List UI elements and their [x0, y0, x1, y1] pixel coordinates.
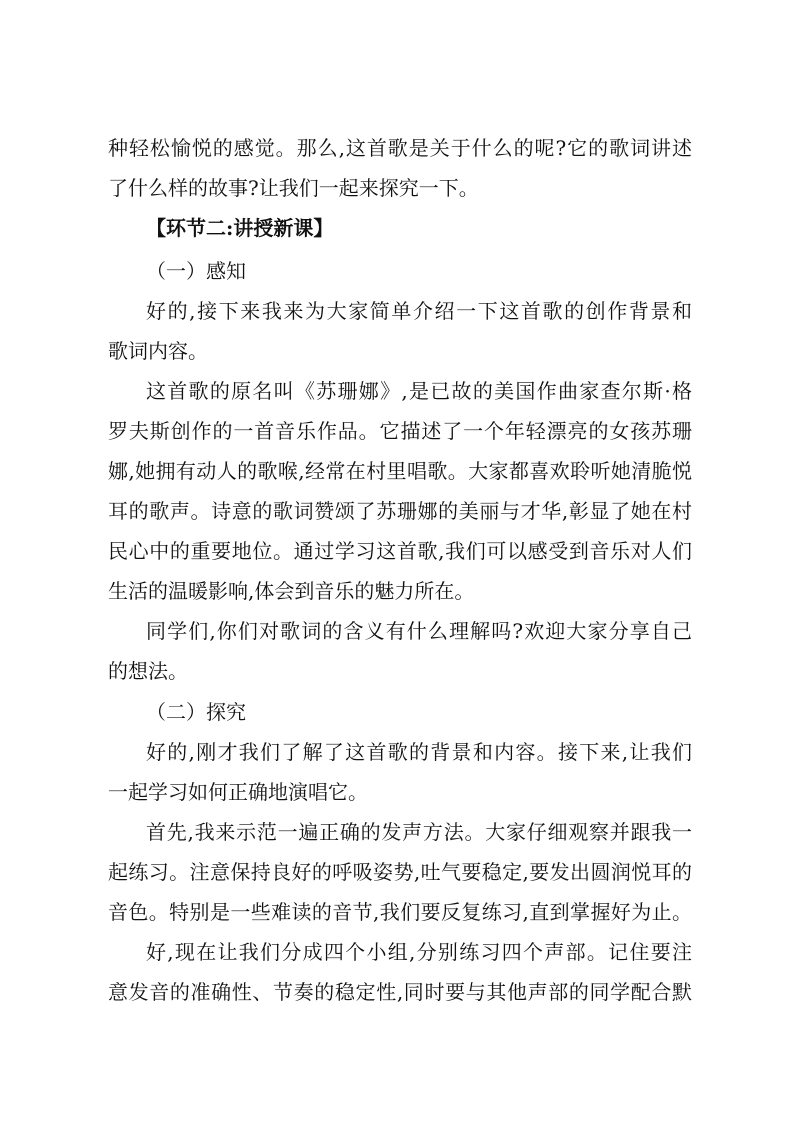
body-text-line: 好的,接下来我来为大家简单介绍一下这首歌的创作背景和: [146, 299, 692, 323]
subsection-heading: （二）探究: [146, 700, 246, 724]
body-text-line: 好的,刚才我们了解了这首歌的背景和内容。接下来,让我们: [146, 740, 692, 764]
body-text-line: 的想法。: [108, 659, 188, 683]
body-text-line: 歌词内容。: [108, 339, 208, 363]
subsection-heading: （一）感知: [146, 259, 246, 283]
body-text-line: 耳的歌声。诗意的歌词赞颂了苏珊娜的美丽与才华,彰显了她在村: [108, 499, 692, 523]
body-text-line: 同学们,你们对歌词的含义有什么理解吗?欢迎大家分享自己: [146, 619, 692, 643]
body-text-line: 首先,我来示范一遍正确的发声方法。大家仔细观察并跟我一: [146, 820, 692, 844]
body-text-line: 好,现在让我们分成四个小组,分别练习四个声部。记住要注: [146, 940, 692, 964]
body-text-line: 生活的温暖影响,体会到音乐的魅力所在。: [108, 579, 475, 603]
body-text-line: 罗夫斯创作的一首音乐作品。它描述了一个年轻漂亮的女孩苏珊: [108, 419, 692, 443]
body-text-line: 这首歌的原名叫《苏珊娜》,是已故的美国作曲家查尔斯·格: [146, 379, 692, 403]
body-text-line: 意发音的准确性、节奏的稳定性,同时要与其他声部的同学配合默: [108, 980, 692, 1004]
body-text-line: 一起学习如何正确地演唱它。: [108, 780, 368, 804]
section-heading: 【环节二:讲授新课】: [146, 216, 334, 240]
body-text-line: 音色。特别是一些难读的音节,我们要反复练习,直到掌握好为止。: [108, 900, 692, 924]
body-text-line: 种轻松愉悦的感觉。那么,这首歌是关于什么的呢?它的歌词讲述: [108, 136, 692, 160]
body-text-line: 民心中的重要地位。通过学习这首歌,我们可以感受到音乐对人们: [108, 539, 692, 563]
body-text-line: 娜,她拥有动人的歌喉,经常在村里唱歌。大家都喜欢聆听她清脆悦: [108, 459, 692, 483]
body-text-line: 起练习。注意保持良好的呼吸姿势,吐气要稳定,要发出圆润悦耳的: [108, 860, 692, 884]
body-text-line: 了什么样的故事?让我们一起来探究一下。: [108, 176, 479, 200]
